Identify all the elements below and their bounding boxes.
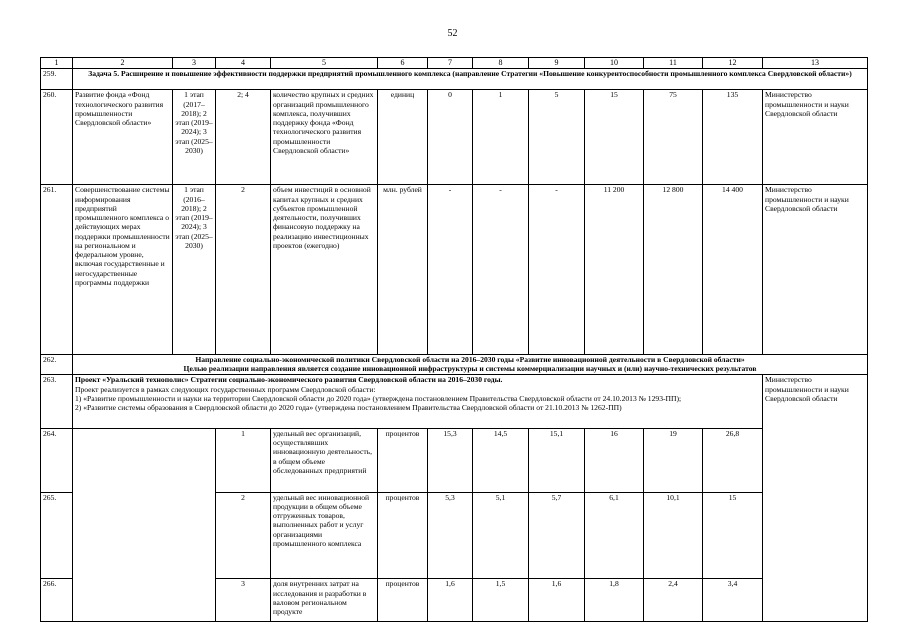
value: 135 (703, 90, 763, 185)
value: 5,7 (529, 492, 585, 579)
table-row (41, 69, 868, 90)
tasks-ref: 1 (216, 428, 271, 492)
unit: млн. рублей (378, 185, 428, 355)
value: 75 (644, 90, 703, 185)
tasks-ref: 3 (216, 579, 271, 622)
direction-heading (73, 355, 868, 375)
column-header: 9 (529, 58, 585, 69)
table-row (41, 185, 868, 355)
value: 1 (473, 90, 529, 185)
unit: процентов (378, 579, 428, 622)
value: 1,5 (473, 579, 529, 622)
column-header: 1 (41, 58, 73, 69)
value: - (473, 185, 529, 355)
column-header: 13 (763, 58, 868, 69)
project-program-2: 2) «Развитие системы образования в Свердловской области до 2020 года» (утверждена постановлением Правительства Свердловской области от 21.10.2013 № 1262-ПП) (75, 403, 622, 413)
measure-name: Совершенствование системы информирования предприятий промышленного комплекса о действующих мерах поддержки промышленности на региональном и федеральном уровне, включая государственные и негосударственные программы поддержки (73, 185, 173, 355)
value: 15 (585, 90, 644, 185)
value: 10,1 (644, 492, 703, 579)
row-number: 262. (41, 355, 73, 375)
value: - (529, 185, 585, 355)
column-number-row (41, 58, 868, 69)
program-table (40, 57, 868, 622)
value: 1,6 (529, 579, 585, 622)
stages: 1 этап (2017–2018); 2 этап (2019–2024); 3 этап (2025–2030) (173, 90, 216, 185)
value: 0 (428, 90, 473, 185)
table-row (41, 355, 868, 375)
responsible: Министерство промышленности и науки Свердловской области (763, 90, 868, 185)
direction-goal: Целью реализации направления является создание инновационной инфраструктуры и системы коммерциализации научных и (или) научно-технических результатов (183, 364, 757, 374)
indicator: количество крупных и средних организаций промышленного комплекса, получивших поддержку фонда «Фонд технологического развития промышленности Свердловской области» (271, 90, 378, 185)
value: 12 800 (644, 185, 703, 355)
empty-cell (73, 428, 216, 621)
tasks-ref: 2 (216, 185, 271, 355)
stages: 1 этап (2016–2018); 2 этап (2019–2024); 3 этап (2025–2030) (173, 185, 216, 355)
indicator: удельный вес организаций, осуществлявших инновационную деятельность, в общем объеме обследованных предприятий (271, 428, 378, 492)
row-number: 259. (41, 69, 73, 90)
value: 15,1 (529, 428, 585, 492)
indicator: объем инвестиций в основной капитал крупных и средних субъектов промышленной деятельности, получивших финансовую поддержку на реализацию инвестиционных проектов (ежегодно) (271, 185, 378, 355)
value: 5 (529, 90, 585, 185)
value: 11 200 (585, 185, 644, 355)
column-header: 11 (644, 58, 703, 69)
page-number: 52 (447, 28, 458, 39)
value: 26,8 (703, 428, 763, 492)
value: 1,8 (585, 579, 644, 622)
direction-title: Направление социально-экономической политики Свердловской области на 2016–2030 годы «Развитие инновационной деятельности в Свердловской области» (195, 355, 745, 365)
row-number: 264. (41, 428, 73, 492)
value: 19 (644, 428, 703, 492)
value: 3,4 (703, 579, 763, 622)
table-row (41, 428, 868, 492)
value: - (428, 185, 473, 355)
unit: процентов (378, 492, 428, 579)
measure-name: Развитие фонда «Фонд технологического развития промышленности Свердловской области» (73, 90, 173, 185)
column-header: 8 (473, 58, 529, 69)
row-number: 261. (41, 185, 73, 355)
task-heading: Задача 5. Расширение и повышение эффективности поддержки предприятий промышленного комплекса (направление Стратегии «Повышение конкурентоспособности промышленного комплекса Свердловской области») (73, 69, 868, 90)
value: 5,1 (473, 492, 529, 579)
column-header: 10 (585, 58, 644, 69)
indicator: удельный вес инновационной продукции в общем объеме отгруженных товаров, выполненных работ и услуг организациями промышленного комплекса (271, 492, 378, 579)
tasks-ref: 2 (216, 492, 271, 579)
value: 1,6 (428, 579, 473, 622)
value: 14,5 (473, 428, 529, 492)
value: 15 (703, 492, 763, 579)
project-description (73, 375, 763, 429)
value: 16 (585, 428, 644, 492)
row-number: 260. (41, 90, 73, 185)
table-row (41, 375, 868, 429)
table-row (41, 90, 868, 185)
project-title: Проект «Уральский технополис» Стратегии социально-экономического развития Свердловской области на 2016–2030 годы. (75, 375, 503, 385)
unit: единиц (378, 90, 428, 185)
value: 6,1 (585, 492, 644, 579)
unit: процентов (378, 428, 428, 492)
column-header: 2 (73, 58, 173, 69)
row-number: 263. (41, 375, 73, 429)
column-header: 6 (378, 58, 428, 69)
tasks-ref: 2; 4 (216, 90, 271, 185)
responsible: Министерство промышленности и науки Свердловской области (763, 375, 868, 622)
row-number: 265. (41, 492, 73, 579)
project-program-1: 1) «Развитие промышленности и науки на территории Свердловской области до 2020 года» (утверждена постановлением Правительства Свердловской области от 24.10.2013 № 1293-ПП); (75, 393, 682, 403)
column-header: 4 (216, 58, 271, 69)
value: 5,3 (428, 492, 473, 579)
column-header: 12 (703, 58, 763, 69)
column-header: 7 (428, 58, 473, 69)
value: 14 400 (703, 185, 763, 355)
row-number: 266. (41, 579, 73, 622)
column-header: 3 (173, 58, 216, 69)
column-header: 5 (271, 58, 378, 69)
responsible: Министерство промышленности и науки Свердловской области (763, 185, 868, 355)
indicator: доля внутренних затрат на исследования и разработки в валовом региональном продукте (271, 579, 378, 622)
value: 2,4 (644, 579, 703, 622)
value: 15,3 (428, 428, 473, 492)
project-text: Проект реализуется в рамках следующих государственных программ Свердловской области: (75, 384, 376, 394)
